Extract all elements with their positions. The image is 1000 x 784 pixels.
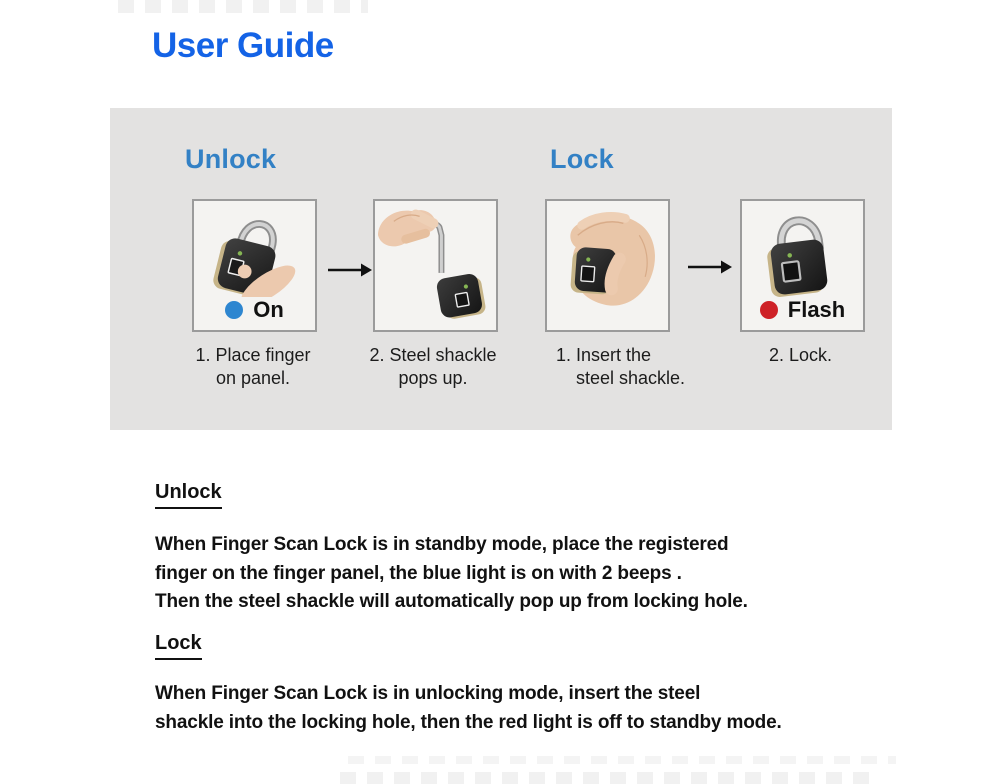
page-title: User Guide (152, 26, 334, 65)
red-dot-icon (760, 301, 778, 319)
cropped-text-ghost-bottom (348, 756, 896, 764)
cropped-text-ghost-top (118, 0, 368, 13)
arrow-right-icon (687, 258, 733, 276)
flash-indicator (742, 297, 863, 323)
locked-padlock-illustration (743, 201, 860, 297)
lock-section-text: When Finger Scan Lock is in unlocking mode, insert the steel shackle into the locking hole, then the red light is off to standby mode. (155, 683, 782, 733)
blue-dot-icon (225, 301, 243, 319)
lock-step2-caption: 2. Lock. (768, 345, 833, 365)
flash-indicator-label: Flash (787, 297, 846, 322)
unlock-panel-heading: Unlock (185, 144, 277, 174)
lock-section-heading: Lock (155, 632, 202, 660)
cropped-text-ghost-bottom (340, 772, 876, 784)
lock-panel-heading: Lock (550, 144, 614, 174)
hand-holding-padlock-illustration (548, 201, 665, 326)
on-indicator (194, 297, 315, 323)
on-indicator-label: On (253, 297, 284, 322)
lock-step1-caption: 1. Insert the steel shackle. (556, 345, 686, 388)
lock-step2-image (740, 199, 865, 332)
instruction-panel (110, 108, 892, 430)
unlock-step2-caption: 2. Steel shackle pops up. (369, 345, 497, 388)
hand-pulling-open-shackle-illustration (376, 201, 493, 326)
padlock-finger-on-panel-illustration (195, 201, 312, 297)
unlock-section-text: When Finger Scan Lock is in standby mode, place the registered finger on the finger panel, the blue light is on with 2 beeps . Then the steel shackle will automatically pop up from locking hole. (155, 534, 748, 612)
unlock-step1-image (192, 199, 317, 332)
unlock-step2-image (373, 199, 498, 332)
unlock-step1-caption: 1. Place finger on panel. (195, 345, 311, 388)
unlock-section-heading: Unlock (155, 481, 222, 509)
hand-shape (378, 210, 436, 246)
lock-step1-image (545, 199, 670, 332)
arrow-right-icon (327, 261, 373, 279)
